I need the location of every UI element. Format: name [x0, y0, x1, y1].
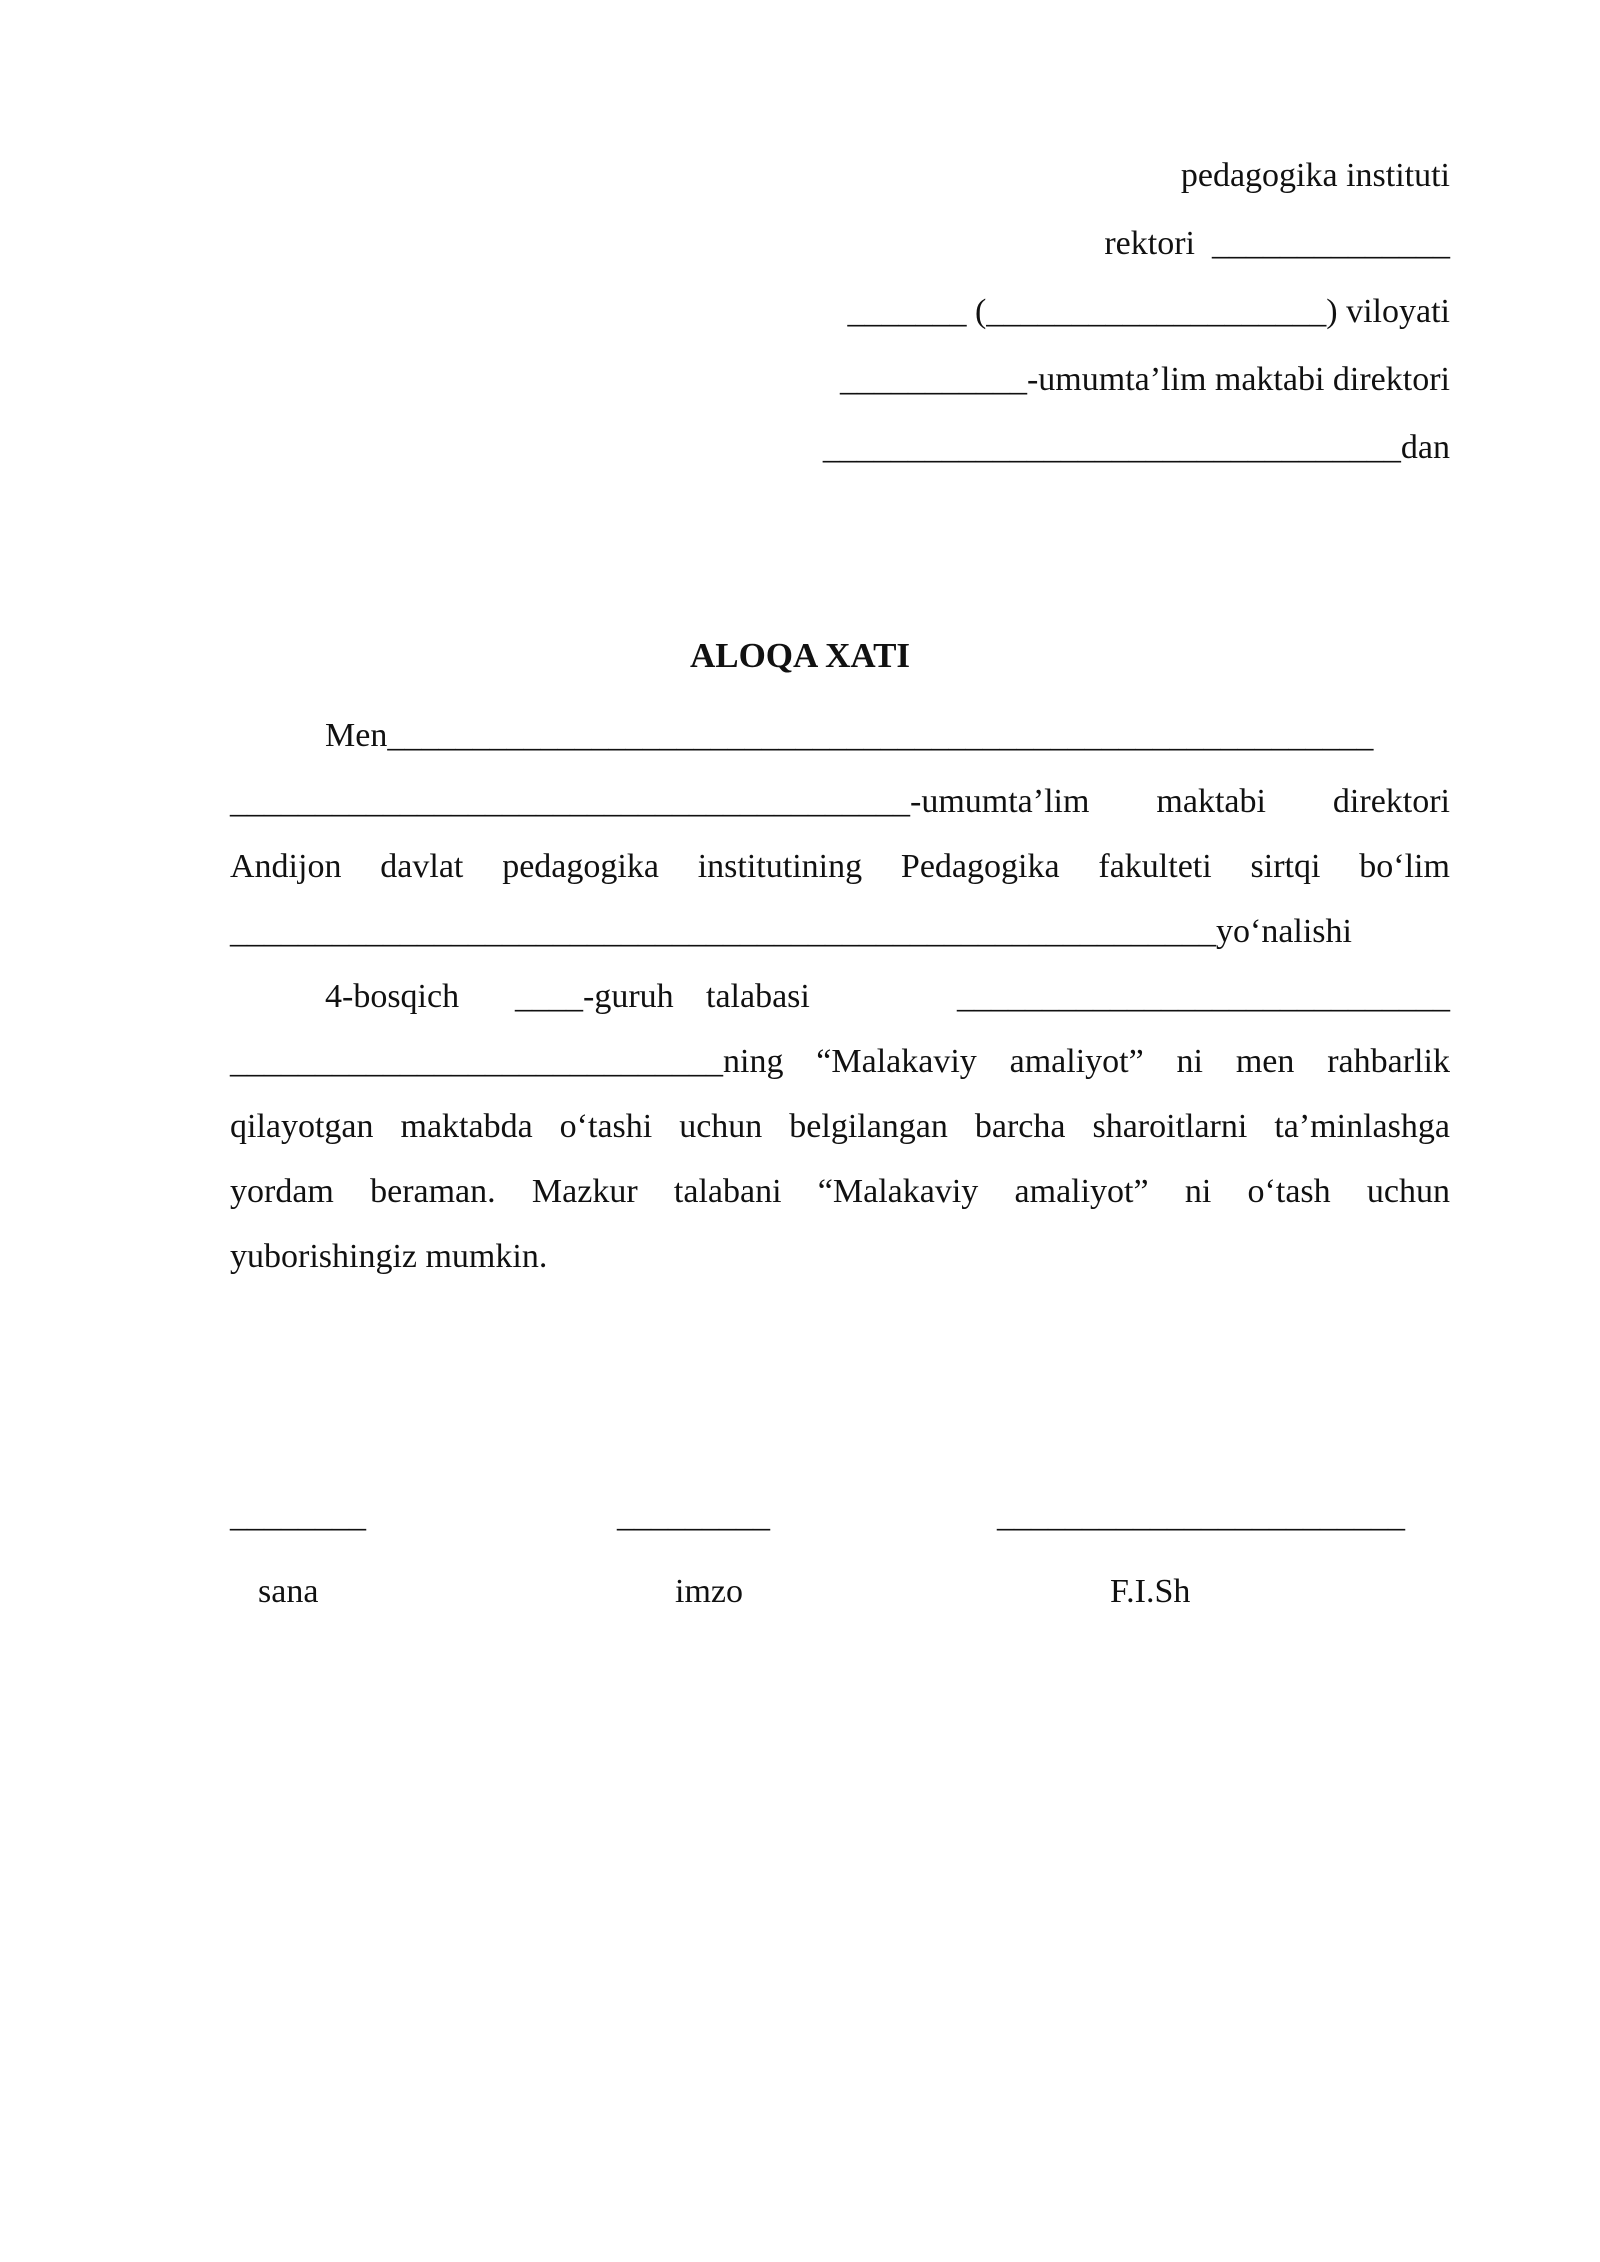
- date-label: sana: [258, 1573, 319, 1610]
- body-word: o‘tashi: [559, 1108, 653, 1145]
- body-word: yordam: [230, 1173, 334, 1210]
- body-line-2-blank: ________________________________________-umumta’lim: [230, 783, 1090, 820]
- body-word: ni: [1184, 1173, 1212, 1210]
- body-word: institutining: [697, 848, 863, 885]
- body-word: sirtqi: [1250, 848, 1321, 885]
- group-field: ____-guruh: [515, 978, 674, 1015]
- course-year: 4-bosqich: [325, 978, 460, 1015]
- body-word: rahbarlik: [1327, 1043, 1450, 1080]
- body-line-7: [230, 1107, 1450, 1147]
- body-word: barcha: [974, 1108, 1066, 1145]
- header-region: _______ (____________________) viloyati: [847, 293, 1450, 330]
- body-word: Andijon: [230, 848, 342, 885]
- body-word: Pedagogika: [900, 848, 1060, 885]
- signature-blank: _________: [617, 1497, 770, 1534]
- body-word: sharoitlarni: [1092, 1108, 1248, 1145]
- body-word: o‘tash: [1247, 1173, 1331, 1210]
- body-word: amaliyot”: [1009, 1043, 1144, 1080]
- body-word: uchun: [679, 1108, 763, 1145]
- body-line-2-word: maktabi: [1156, 783, 1266, 820]
- body-word: fakulteti: [1098, 848, 1212, 885]
- body-word: davlat: [380, 848, 464, 885]
- body-word: “Malakaviy: [817, 1173, 979, 1210]
- date-blank: ________: [230, 1497, 366, 1534]
- body-line-1: Men__________________________________________________________: [325, 717, 1374, 754]
- body-word: beraman.: [370, 1173, 496, 1210]
- full-name-label: F.I.Sh: [1110, 1573, 1191, 1610]
- full-name-blank: ________________________: [997, 1497, 1405, 1534]
- header-from: __________________________________dan: [822, 429, 1450, 466]
- body-line-3: [230, 847, 1450, 887]
- body-word: ta’minlashga: [1274, 1108, 1450, 1145]
- student-name-blank: _____________________________: [957, 978, 1450, 1015]
- body-line-9: yuborishingiz mumkin.: [230, 1238, 548, 1275]
- header-school-director: ___________-umumta’lim maktabi direktori: [839, 361, 1450, 398]
- document-title: ALOQA XATI: [689, 636, 911, 675]
- body-word: “Malakaviy: [816, 1043, 977, 1080]
- body-word: _____________________________ning: [230, 1043, 784, 1080]
- body-word: uchun: [1366, 1173, 1450, 1210]
- body-word: talabani: [673, 1173, 782, 1210]
- body-word: Mazkur: [531, 1173, 638, 1210]
- body-word: amaliyot”: [1014, 1173, 1149, 1210]
- body-line-2-word: direktori: [1332, 783, 1450, 820]
- body-word: belgilangan: [789, 1108, 948, 1145]
- body-word: maktabda: [400, 1108, 533, 1145]
- header-rector: rektori ______________: [1104, 225, 1450, 262]
- body-line-2: [230, 782, 1450, 822]
- body-word: ni: [1176, 1043, 1203, 1080]
- signature-label: imzo: [675, 1573, 743, 1610]
- body-line-8: [230, 1172, 1450, 1212]
- body-line-6: [230, 1042, 1450, 1082]
- body-word: men: [1235, 1043, 1295, 1080]
- body-word: qilayotgan: [230, 1108, 374, 1145]
- body-word: bo‘lim: [1359, 848, 1450, 885]
- body-word: pedagogika: [502, 848, 659, 885]
- header-institute: pedagogika instituti: [1180, 157, 1450, 194]
- student-label: talabasi: [706, 978, 810, 1015]
- body-line-4: __________________________________________________________yo‘nalishi: [230, 913, 1352, 950]
